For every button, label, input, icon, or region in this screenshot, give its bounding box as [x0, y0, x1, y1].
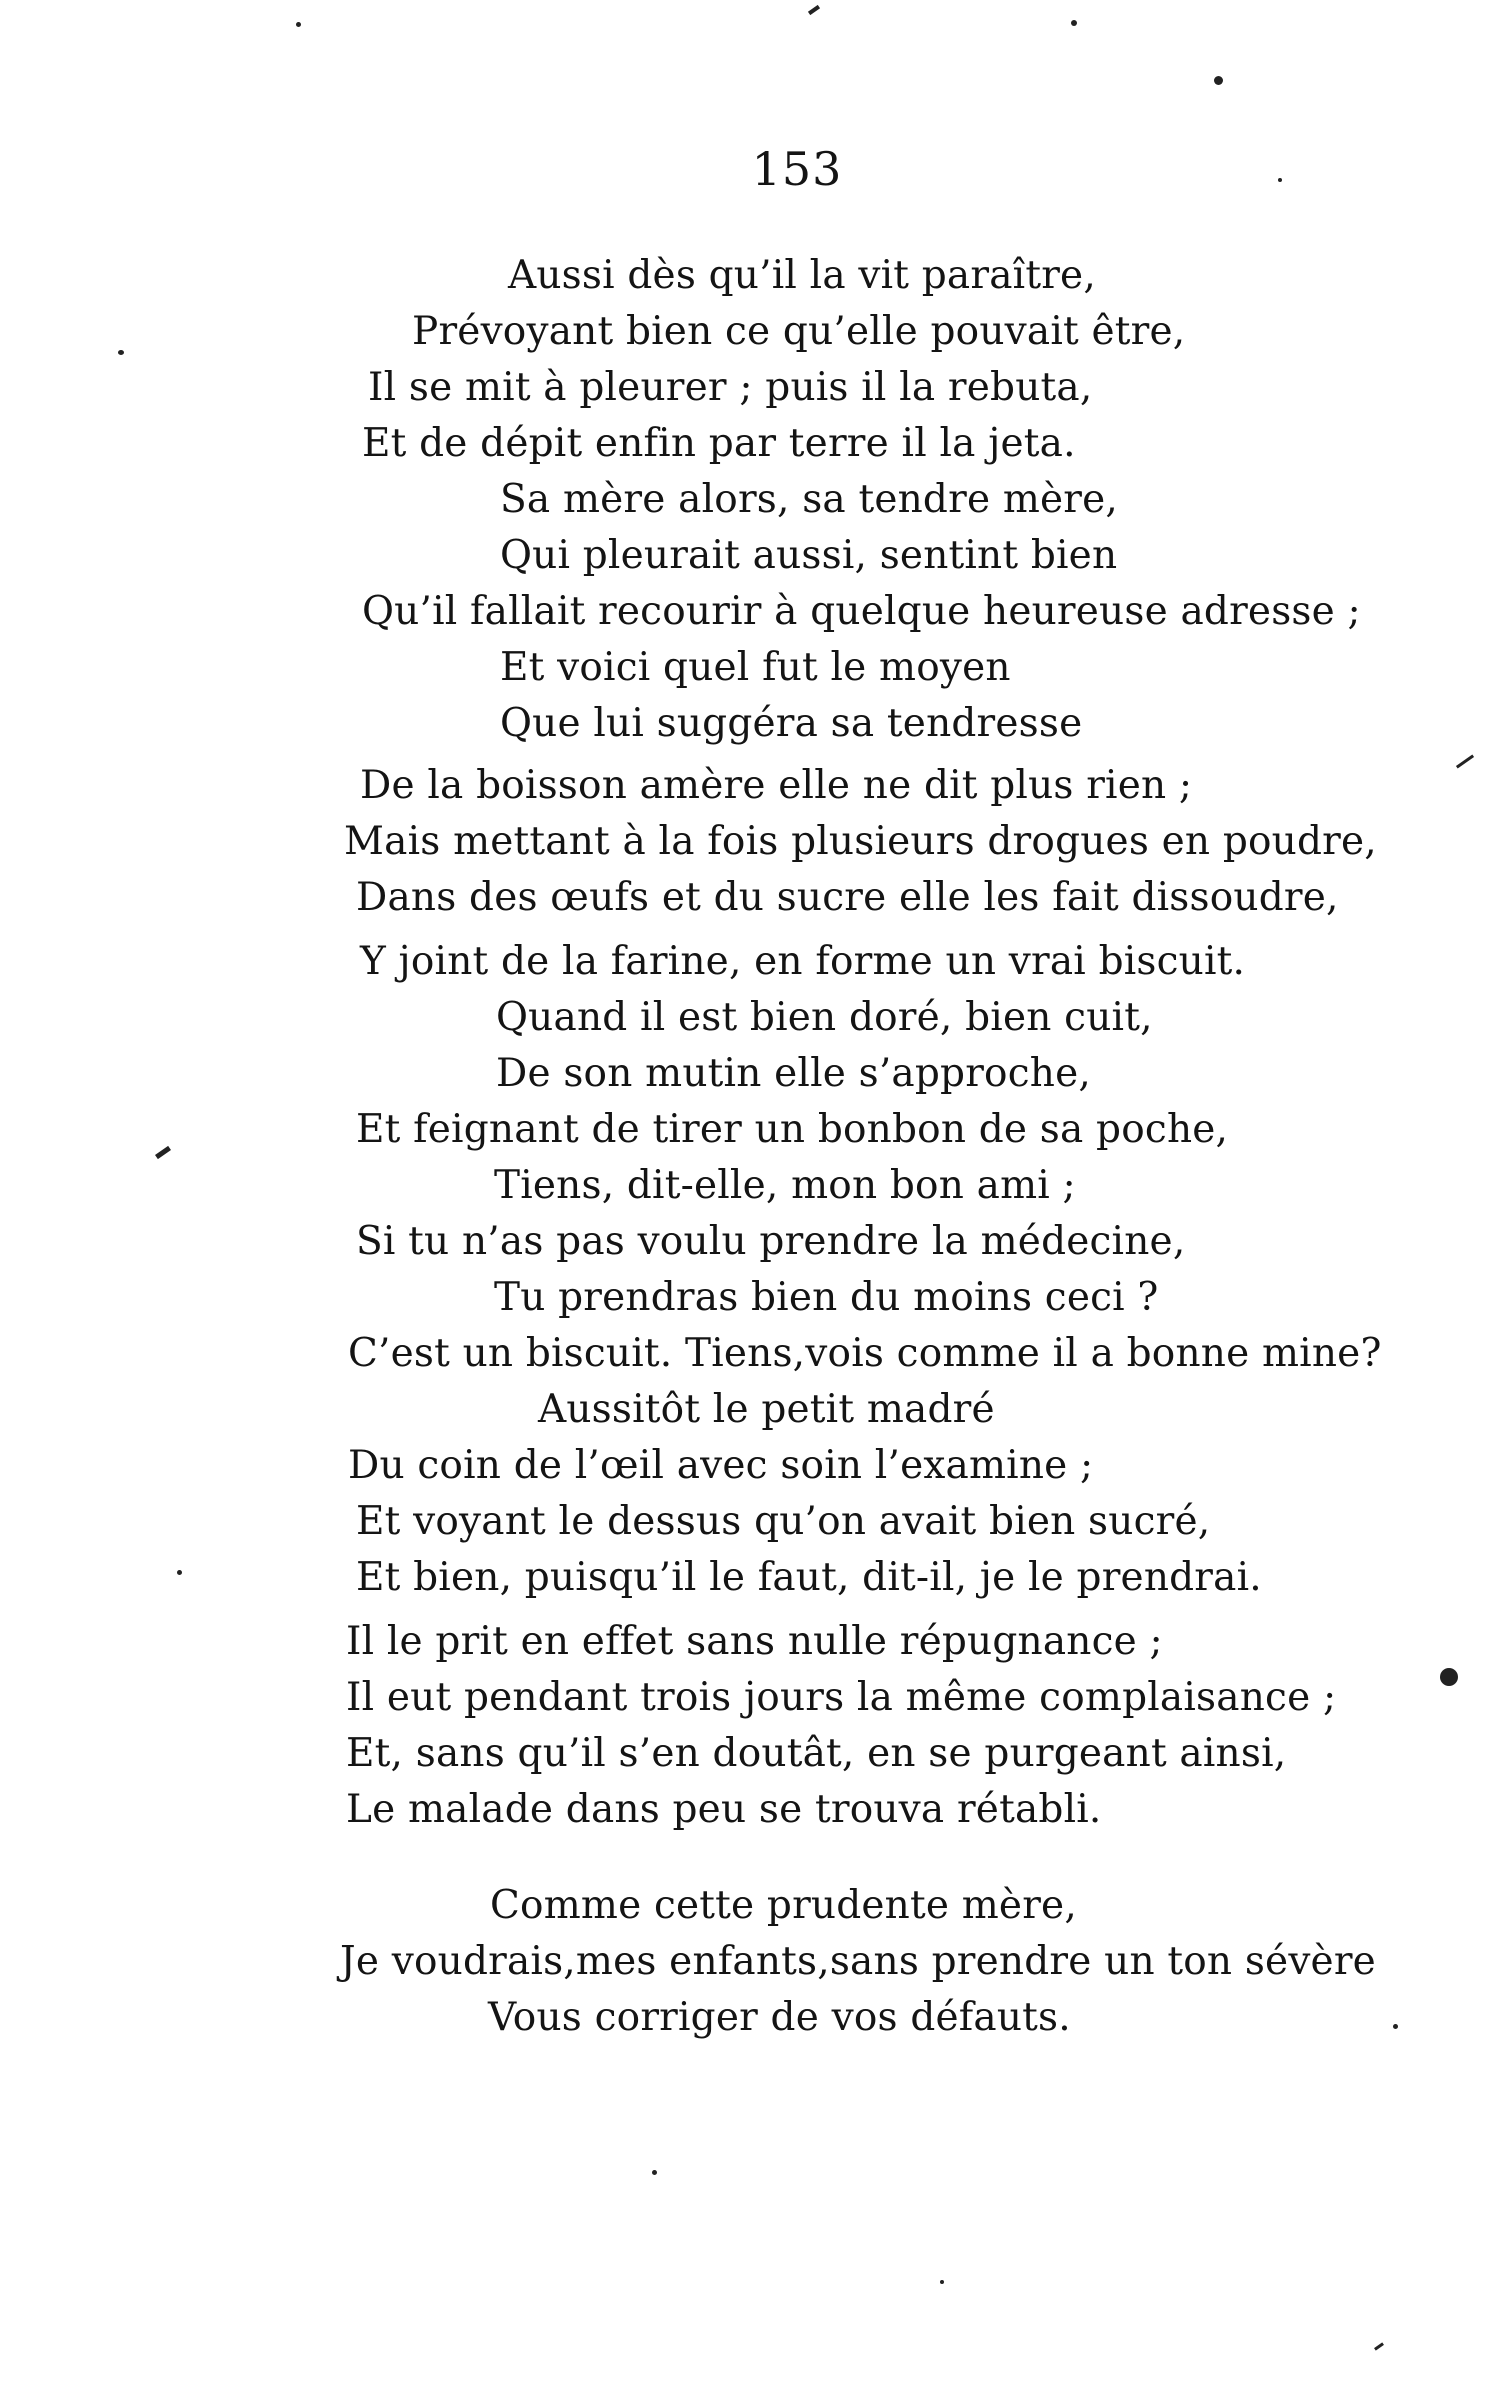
poem-line: Comme cette prudente mère,: [490, 1883, 1077, 1928]
poem-line: Et de dépit enfin par terre il la jeta.: [362, 421, 1076, 466]
ink-mark: [1374, 2342, 1384, 2350]
ink-speck: [118, 350, 124, 355]
poem-line: Le malade dans peu se trouva rétabli.: [346, 1787, 1102, 1832]
poem-line: C’est un biscuit. Tiens,vois comme il a bonne mine?: [348, 1331, 1382, 1376]
ink-speck: [1440, 1668, 1458, 1686]
ink-speck: [1071, 20, 1077, 26]
ink-mark: [1456, 755, 1474, 769]
poem-line: Je voudrais,mes enfants,sans prendre un ton sévère: [340, 1939, 1376, 1984]
poem-line: Y joint de la farine, en forme un vrai biscuit.: [360, 939, 1246, 984]
ink-speck: [177, 1570, 182, 1575]
poem-line: De son mutin elle s’approche,: [496, 1051, 1091, 1096]
ink-mark: [808, 5, 820, 15]
ink-speck: [1393, 2024, 1398, 2029]
poem-line: Prévoyant bien ce qu’elle pouvait être,: [412, 309, 1186, 354]
poem-line: Qui pleurait aussi, sentint bien: [500, 533, 1118, 578]
ink-mark: [155, 1146, 171, 1159]
poem-line: Mais mettant à la fois plusieurs drogues en poudre,: [344, 819, 1377, 864]
ink-speck: [296, 22, 301, 27]
poem-line: Du coin de l’œil avec soin l’examine ;: [348, 1443, 1094, 1488]
poem-line: Quand il est bien doré, bien cuit,: [496, 995, 1153, 1040]
poem-line: Sa mère alors, sa tendre mère,: [500, 477, 1119, 522]
poem-line: Il se mit à pleurer ; puis il la rebuta,: [368, 365, 1093, 410]
poem-line: Dans des œufs et du sucre elle les fait dissoudre,: [356, 875, 1339, 920]
poem-line: De la boisson amère elle ne dit plus rien ;: [360, 763, 1193, 808]
poem-line: Qu’il fallait recourir à quelque heureuse adresse ;: [362, 589, 1361, 634]
ink-speck: [652, 2170, 657, 2175]
poem-line: Et voici quel fut le moyen: [500, 645, 1011, 690]
poem-line: Aussitôt le petit madré: [538, 1387, 995, 1432]
poem-line: Aussi dès qu’il la vit paraître,: [508, 253, 1096, 298]
poem-line: Que lui suggéra sa tendresse: [500, 701, 1083, 746]
ink-speck: [940, 2280, 944, 2284]
poem-line: Il le prit en effet sans nulle répugnance ;: [346, 1619, 1163, 1664]
poem-line: Tiens, dit-elle, mon bon ami ;: [494, 1163, 1076, 1208]
poem-line: Et bien, puisqu’il le faut, dit-il, je le prendrai.: [356, 1555, 1262, 1600]
poem-line: Et voyant le dessus qu’on avait bien sucré,: [356, 1499, 1211, 1544]
ink-speck: [1278, 178, 1282, 182]
poem-line: Vous corriger de vos défauts.: [488, 1995, 1071, 2040]
poem-line: Il eut pendant trois jours la même complaisance ;: [346, 1675, 1337, 1720]
poem-line: Et feignant de tirer un bonbon de sa poche,: [356, 1107, 1229, 1152]
poem-line: Si tu n’as pas voulu prendre la médecine,: [356, 1219, 1186, 1264]
page-number: 153: [751, 142, 843, 196]
ink-speck: [1214, 76, 1223, 85]
poem-line: Tu prendras bien du moins ceci ?: [494, 1275, 1159, 1320]
poem-line: Et, sans qu’il s’en doutât, en se purgeant ainsi,: [346, 1731, 1287, 1776]
